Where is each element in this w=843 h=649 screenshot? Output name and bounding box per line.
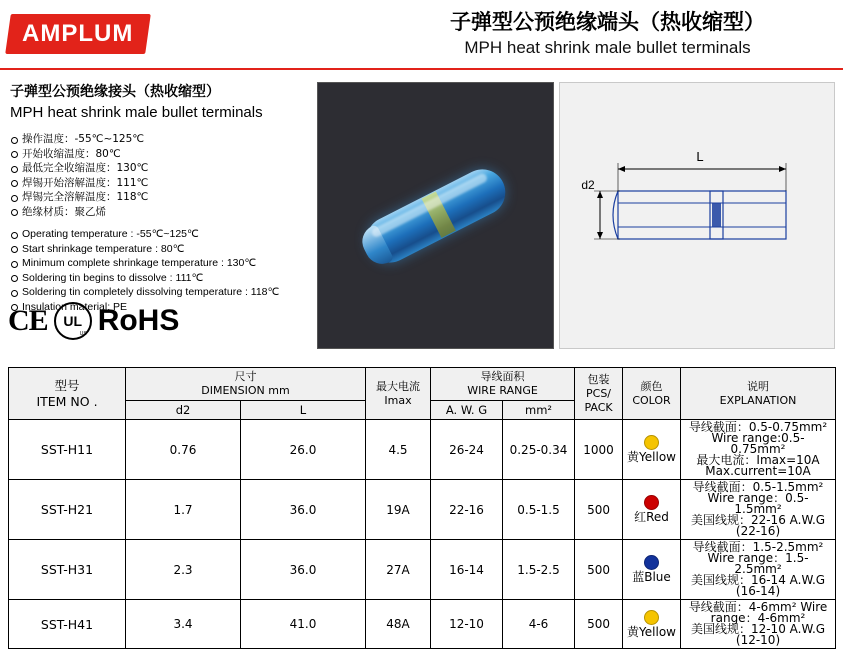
- cell-item-no: SST-H31: [9, 540, 126, 600]
- cell-color-cn: 黄: [627, 624, 640, 639]
- cell-mm2: 0.5-1.5: [503, 480, 575, 540]
- cell-color: [623, 420, 681, 480]
- list-item: 操作温度：-55℃~125℃: [10, 132, 310, 147]
- cell-mm2: 0.25-0.34: [503, 420, 575, 480]
- page-title: [380, 8, 835, 60]
- explanation-line-2: 美国线规：22-16 A.W.G (22-16): [690, 513, 826, 538]
- cell-explanation: [681, 420, 836, 480]
- header-d2: d2: [126, 401, 241, 420]
- cell-color: [623, 540, 681, 600]
- header-color-cn: 颜色: [640, 379, 663, 393]
- header-pack-en2: PACK: [584, 400, 613, 414]
- cell-L: 36.0: [241, 540, 366, 600]
- table-row: [9, 540, 836, 600]
- brand-logo: [5, 14, 151, 54]
- cell-d2: 3.4: [126, 600, 241, 649]
- rohs-mark-icon: RoHS: [97, 304, 180, 337]
- cell-pack: 1000: [575, 420, 623, 480]
- header-wire-range-cn: 导线面积: [480, 370, 525, 383]
- page-title-cn: 子弹型公预绝缘端头（热收缩型）: [450, 10, 765, 34]
- dimension-label-d2: d2: [581, 178, 595, 192]
- cell-L: 41.0: [241, 600, 366, 649]
- explanation-line-1: 导线截面：0.5-1.5mm² Wire range：0.5-1.5mm²: [692, 480, 824, 516]
- page-title-en: MPH heat shrink male bullet terminals: [464, 38, 751, 57]
- list-item: Soldering tin completely dissolving temperature : 118℃: [10, 285, 310, 300]
- color-swatch-icon: [644, 610, 659, 625]
- list-item: 最低完全收缩温度：130℃: [10, 161, 310, 176]
- ul-mark-text: UL: [63, 313, 83, 329]
- cell-color: [623, 600, 681, 649]
- header-current: [366, 368, 431, 420]
- list-item: Start shrinkage temperature : 80℃: [10, 242, 310, 257]
- cell-awg: 16-14: [431, 540, 503, 600]
- spec-list-en: [10, 227, 310, 314]
- color-swatch-icon: [644, 495, 659, 510]
- header-dimension-cn: 尺寸: [234, 370, 257, 383]
- technical-drawing: [559, 82, 835, 349]
- header-divider: [0, 68, 843, 70]
- cell-pack: 500: [575, 480, 623, 540]
- header-awg: A. W. G: [431, 401, 503, 420]
- table-row: [9, 480, 836, 540]
- explanation-line-2: 最大电流：Imax=10A Max.current=10A: [696, 453, 820, 478]
- cell-imax: 4.5: [366, 420, 431, 480]
- cell-awg: 12-10: [431, 600, 503, 649]
- list-item: 焊锡开始溶解温度：111℃: [10, 176, 310, 191]
- product-photo: [317, 82, 554, 349]
- cell-pack: 500: [575, 540, 623, 600]
- cell-color-en: Yellow: [639, 624, 676, 639]
- spec-list-cn: [10, 132, 310, 219]
- table-row: [9, 600, 836, 649]
- cell-awg: 22-16: [431, 480, 503, 540]
- list-item: 焊锡完全溶解温度：118℃: [10, 190, 310, 205]
- cell-imax: 27A: [366, 540, 431, 600]
- cell-item-no: SST-H11: [9, 420, 126, 480]
- header-mm2: mm²: [503, 401, 575, 420]
- cell-mm2: 1.5-2.5: [503, 540, 575, 600]
- ce-mark-icon: CE: [8, 304, 48, 337]
- header-item-no-en: ITEM NO .: [36, 393, 98, 409]
- explanation-line-1: 导线截面：0.5-0.75mm² Wire range:0.5-0.75mm²: [688, 420, 828, 456]
- explanation-line-1: 导线截面：4-6mm² Wire range：4-6mm²: [688, 600, 828, 625]
- explanation-line-1: 导线截面：1.5-2.5mm² Wire range：1.5-2.5mm²: [692, 540, 824, 576]
- cell-color-en: Yellow: [639, 450, 676, 464]
- cell-awg: 26-24: [431, 420, 503, 480]
- list-item: 绝缘材质：聚乙烯: [10, 205, 310, 220]
- bullet-terminal-image: [358, 161, 513, 270]
- header-explanation-en: EXPLANATION: [719, 393, 797, 407]
- cell-imax: 48A: [366, 600, 431, 649]
- explanation-line-2: 美国线规：16-14 A.W.G (16-14): [690, 573, 826, 598]
- cell-pack: 500: [575, 600, 623, 649]
- header-dimension-en: DIMENSION mm: [201, 384, 290, 397]
- list-item: Soldering tin begins to dissolve : 111℃: [10, 271, 310, 286]
- brand-logo-text: AMPLUM: [22, 20, 134, 47]
- header-pack: [575, 368, 623, 420]
- cell-d2: 1.7: [126, 480, 241, 540]
- header-wire-range-en: WIRE RANGE: [467, 384, 538, 397]
- list-item: Insulation material: PE: [10, 300, 310, 315]
- ul-mark-icon: [54, 302, 92, 340]
- cell-item-no: SST-H41: [9, 600, 126, 649]
- header-L: L: [241, 401, 366, 420]
- header-current-en: Imax: [384, 393, 412, 407]
- header-pack-en1: PCS/: [586, 386, 612, 400]
- cell-explanation: [681, 540, 836, 600]
- header-item-no: [9, 368, 126, 420]
- cell-explanation: [681, 480, 836, 540]
- ul-mark-sub: US: [79, 331, 87, 337]
- color-swatch-icon: [644, 435, 659, 450]
- cell-color-en: Red: [646, 510, 669, 524]
- certification-marks: [8, 302, 179, 340]
- cell-color-en: Blue: [644, 570, 671, 584]
- header-current-cn: 最大电流: [376, 379, 420, 393]
- specification-block: [10, 82, 310, 314]
- header-explanation-cn: 说明: [747, 379, 770, 393]
- spec-title-en: MPH heat shrink male bullet terminals: [10, 104, 263, 121]
- header-explanation: [681, 368, 836, 420]
- drawing-svg: [560, 83, 834, 348]
- cell-L: 36.0: [241, 480, 366, 540]
- cell-item-no: SST-H21: [9, 480, 126, 540]
- list-item: Operating temperature : -55℃~125℃: [10, 227, 310, 242]
- spec-title-cn: 子弹型公预绝缘接头（热收缩型）: [10, 84, 220, 100]
- cell-explanation: [681, 600, 836, 649]
- list-item: Minimum complete shrinkage temperature : 130℃: [10, 256, 310, 271]
- dimension-label-L: L: [696, 149, 704, 164]
- table-row: [9, 420, 836, 480]
- cell-L: 26.0: [241, 420, 366, 480]
- cell-color-cn: 蓝: [632, 570, 645, 584]
- cell-d2: 0.76: [126, 420, 241, 480]
- table-header-row-1: [9, 368, 836, 401]
- page-header: [0, 0, 843, 68]
- cell-color-cn: 红: [634, 510, 647, 524]
- cell-d2: 2.3: [126, 540, 241, 600]
- header-color: [623, 368, 681, 420]
- explanation-line-2: 美国线规：12-10 A.W.G (12-10): [690, 622, 826, 647]
- header-dimension: [126, 368, 366, 401]
- header-pack-cn: 包装: [587, 372, 610, 386]
- color-swatch-icon: [644, 555, 659, 570]
- specification-table: [8, 367, 836, 649]
- header-item-no-cn: 型号: [54, 377, 80, 393]
- header-color-en: COLOR: [632, 393, 671, 407]
- cell-color-cn: 黄: [627, 450, 640, 464]
- header-wire-range: [431, 368, 575, 401]
- cell-mm2: 4-6: [503, 600, 575, 649]
- cell-imax: 19A: [366, 480, 431, 540]
- list-item: 开始收缩温度：80℃: [10, 147, 310, 162]
- cell-color: [623, 480, 681, 540]
